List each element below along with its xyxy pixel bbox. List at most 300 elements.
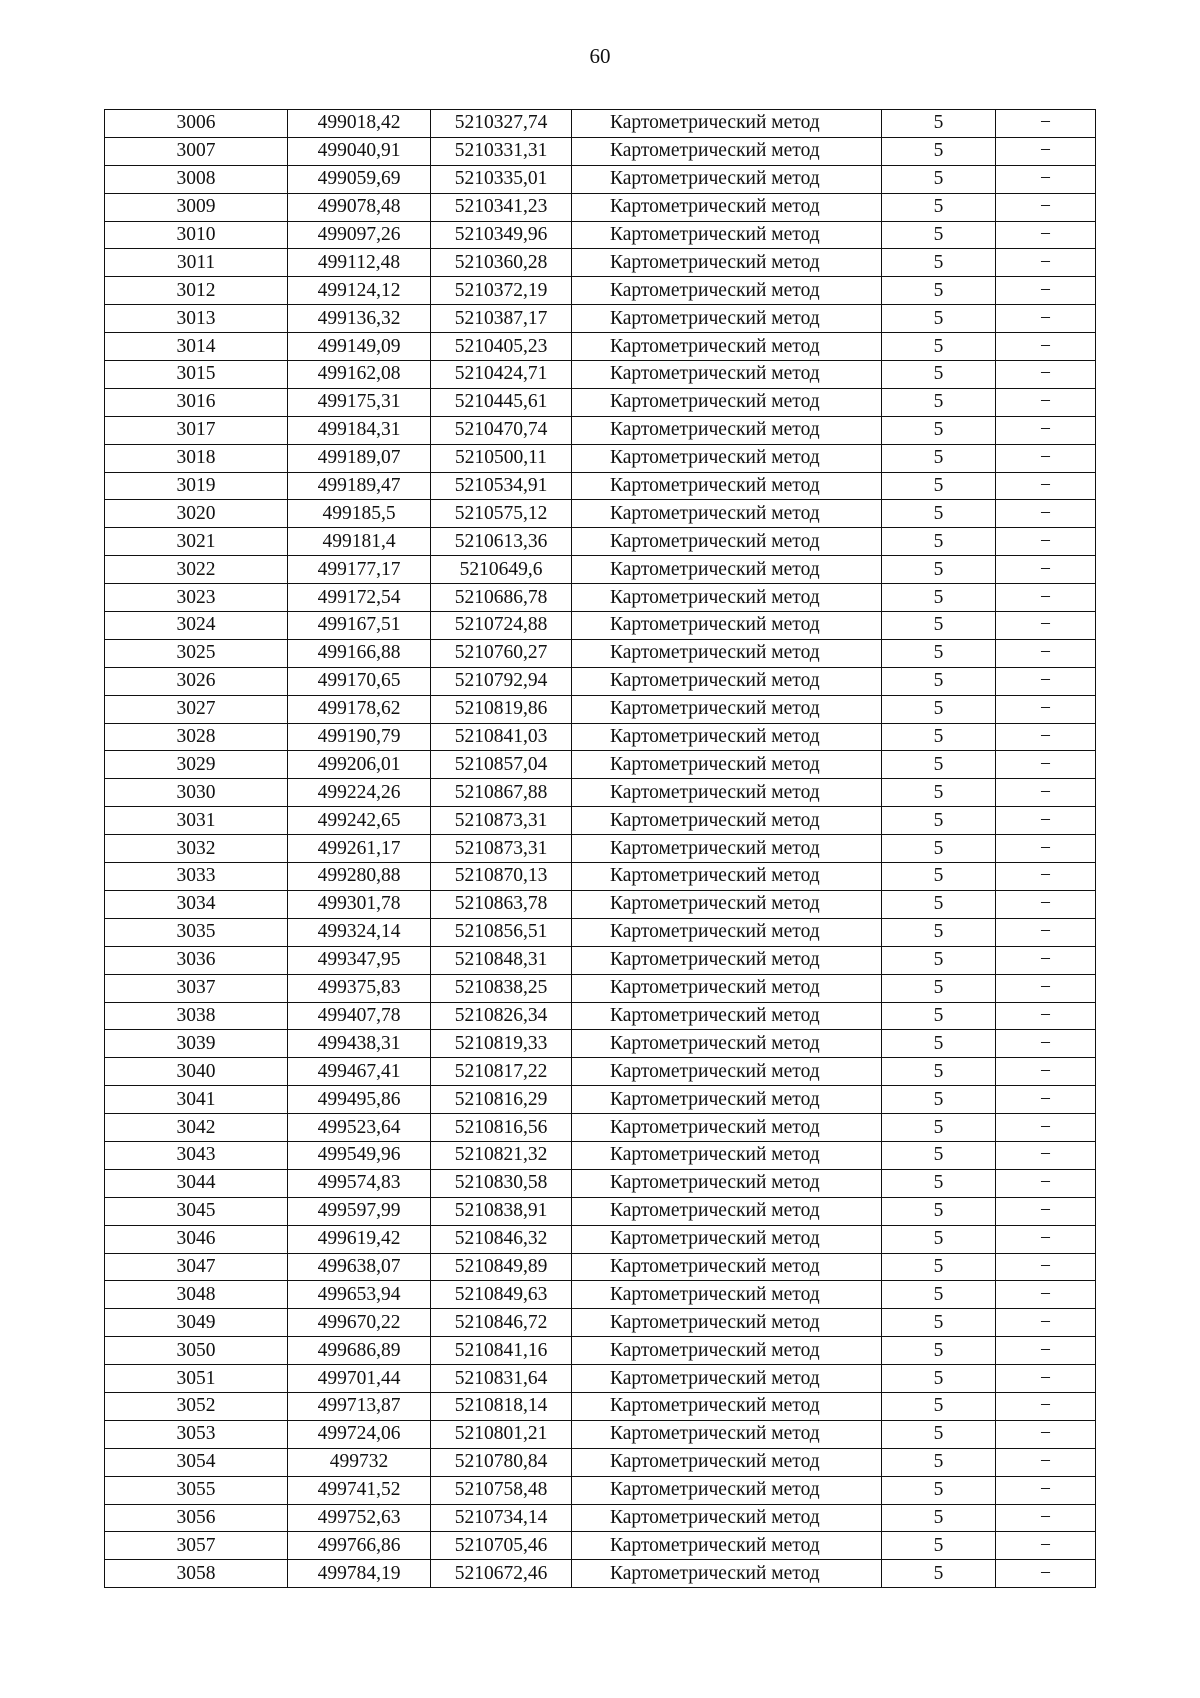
point-number-cell: 3020 xyxy=(105,500,288,528)
y-coordinate-cell: 5210724,88 xyxy=(431,612,572,640)
point-number-cell: 3015 xyxy=(105,361,288,389)
table-row xyxy=(105,1365,1096,1393)
x-coordinate-cell: 499172,54 xyxy=(288,584,431,612)
table-row xyxy=(105,723,1096,751)
x-coordinate-cell: 499018,42 xyxy=(288,110,431,138)
x-coordinate-cell: 499170,65 xyxy=(288,667,431,695)
point-number-cell: 3051 xyxy=(105,1365,288,1393)
table-row xyxy=(105,1058,1096,1086)
note-cell: − xyxy=(996,1030,1096,1058)
point-number-cell: 3032 xyxy=(105,835,288,863)
note-cell: − xyxy=(996,221,1096,249)
note-cell: − xyxy=(996,556,1096,584)
point-number-cell: 3009 xyxy=(105,193,288,221)
y-coordinate-cell: 5210705,46 xyxy=(431,1532,572,1560)
method-cell: Картометрический метод xyxy=(572,1197,882,1225)
table-row xyxy=(105,137,1096,165)
x-coordinate-cell: 499574,83 xyxy=(288,1169,431,1197)
table-row xyxy=(105,1281,1096,1309)
x-coordinate-cell: 499078,48 xyxy=(288,193,431,221)
method-cell: Картометрический метод xyxy=(572,1058,882,1086)
accuracy-cell: 5 xyxy=(882,1392,996,1420)
note-cell: − xyxy=(996,667,1096,695)
point-number-cell: 3037 xyxy=(105,974,288,1002)
note-cell: − xyxy=(996,639,1096,667)
accuracy-cell: 5 xyxy=(882,1114,996,1142)
x-coordinate-cell: 499185,5 xyxy=(288,500,431,528)
x-coordinate-cell: 499059,69 xyxy=(288,165,431,193)
point-number-cell: 3048 xyxy=(105,1281,288,1309)
table-row xyxy=(105,1392,1096,1420)
method-cell: Картометрический метод xyxy=(572,305,882,333)
table-row xyxy=(105,444,1096,472)
table-row xyxy=(105,835,1096,863)
accuracy-cell: 5 xyxy=(882,1169,996,1197)
note-cell: − xyxy=(996,863,1096,891)
x-coordinate-cell: 499097,26 xyxy=(288,221,431,249)
accuracy-cell: 5 xyxy=(882,612,996,640)
accuracy-cell: 5 xyxy=(882,1337,996,1365)
method-cell: Картометрический метод xyxy=(572,388,882,416)
accuracy-cell: 5 xyxy=(882,890,996,918)
y-coordinate-cell: 5210335,01 xyxy=(431,165,572,193)
note-cell: − xyxy=(996,1169,1096,1197)
point-number-cell: 3023 xyxy=(105,584,288,612)
point-number-cell: 3058 xyxy=(105,1560,288,1588)
table-row xyxy=(105,500,1096,528)
x-coordinate-cell: 499261,17 xyxy=(288,835,431,863)
x-coordinate-cell: 499166,88 xyxy=(288,639,431,667)
method-cell: Картометрический метод xyxy=(572,416,882,444)
accuracy-cell: 5 xyxy=(882,556,996,584)
note-cell: − xyxy=(996,807,1096,835)
point-number-cell: 3046 xyxy=(105,1225,288,1253)
accuracy-cell: 5 xyxy=(882,751,996,779)
note-cell: − xyxy=(996,1197,1096,1225)
note-cell: − xyxy=(996,1448,1096,1476)
method-cell: Картометрический метод xyxy=(572,779,882,807)
table-row xyxy=(105,165,1096,193)
accuracy-cell: 5 xyxy=(882,1253,996,1281)
table-row xyxy=(105,472,1096,500)
table-row xyxy=(105,193,1096,221)
note-cell: − xyxy=(996,137,1096,165)
method-cell: Картометрический метод xyxy=(572,918,882,946)
x-coordinate-cell: 499177,17 xyxy=(288,556,431,584)
method-cell: Картометрический метод xyxy=(572,110,882,138)
accuracy-cell: 5 xyxy=(882,500,996,528)
method-cell: Картометрический метод xyxy=(572,1392,882,1420)
y-coordinate-cell: 5210780,84 xyxy=(431,1448,572,1476)
table-row xyxy=(105,277,1096,305)
y-coordinate-cell: 5210819,33 xyxy=(431,1030,572,1058)
y-coordinate-cell: 5210867,88 xyxy=(431,779,572,807)
table-row xyxy=(105,1030,1096,1058)
accuracy-cell: 5 xyxy=(882,1225,996,1253)
point-number-cell: 3031 xyxy=(105,807,288,835)
point-number-cell: 3017 xyxy=(105,416,288,444)
table-row xyxy=(105,1420,1096,1448)
accuracy-cell: 5 xyxy=(882,1030,996,1058)
note-cell: − xyxy=(996,1309,1096,1337)
y-coordinate-cell: 5210816,56 xyxy=(431,1114,572,1142)
method-cell: Картометрический метод xyxy=(572,1086,882,1114)
x-coordinate-cell: 499280,88 xyxy=(288,863,431,891)
note-cell: − xyxy=(996,1337,1096,1365)
note-cell: − xyxy=(996,1253,1096,1281)
method-cell: Картометрический метод xyxy=(572,333,882,361)
point-number-cell: 3035 xyxy=(105,918,288,946)
table-row xyxy=(105,1225,1096,1253)
accuracy-cell: 5 xyxy=(882,137,996,165)
table-row xyxy=(105,974,1096,1002)
note-cell: − xyxy=(996,1281,1096,1309)
table-row xyxy=(105,918,1096,946)
accuracy-cell: 5 xyxy=(882,1448,996,1476)
accuracy-cell: 5 xyxy=(882,305,996,333)
note-cell: − xyxy=(996,1476,1096,1504)
method-cell: Картометрический метод xyxy=(572,695,882,723)
y-coordinate-cell: 5210817,22 xyxy=(431,1058,572,1086)
note-cell: − xyxy=(996,1086,1096,1114)
method-cell: Картометрический метод xyxy=(572,1309,882,1337)
note-cell: − xyxy=(996,612,1096,640)
table-row xyxy=(105,221,1096,249)
point-number-cell: 3050 xyxy=(105,1337,288,1365)
table-row xyxy=(105,1114,1096,1142)
accuracy-cell: 5 xyxy=(882,249,996,277)
point-number-cell: 3019 xyxy=(105,472,288,500)
y-coordinate-cell: 5210405,23 xyxy=(431,333,572,361)
note-cell: − xyxy=(996,165,1096,193)
point-number-cell: 3014 xyxy=(105,333,288,361)
method-cell: Картометрический метод xyxy=(572,584,882,612)
accuracy-cell: 5 xyxy=(882,1504,996,1532)
method-cell: Картометрический метод xyxy=(572,165,882,193)
method-cell: Картометрический метод xyxy=(572,137,882,165)
table-row xyxy=(105,1504,1096,1532)
method-cell: Картометрический метод xyxy=(572,444,882,472)
accuracy-cell: 5 xyxy=(882,584,996,612)
x-coordinate-cell: 499184,31 xyxy=(288,416,431,444)
note-cell: − xyxy=(996,1504,1096,1532)
point-number-cell: 3056 xyxy=(105,1504,288,1532)
y-coordinate-cell: 5210327,74 xyxy=(431,110,572,138)
point-number-cell: 3043 xyxy=(105,1141,288,1169)
accuracy-cell: 5 xyxy=(882,723,996,751)
accuracy-cell: 5 xyxy=(882,639,996,667)
table-row xyxy=(105,584,1096,612)
y-coordinate-cell: 5210575,12 xyxy=(431,500,572,528)
x-coordinate-cell: 499175,31 xyxy=(288,388,431,416)
method-cell: Картометрический метод xyxy=(572,1337,882,1365)
accuracy-cell: 5 xyxy=(882,1086,996,1114)
x-coordinate-cell: 499181,4 xyxy=(288,528,431,556)
y-coordinate-cell: 5210534,91 xyxy=(431,472,572,500)
method-cell: Картометрический метод xyxy=(572,472,882,500)
note-cell: − xyxy=(996,249,1096,277)
point-number-cell: 3044 xyxy=(105,1169,288,1197)
x-coordinate-cell: 499324,14 xyxy=(288,918,431,946)
table-row xyxy=(105,1141,1096,1169)
point-number-cell: 3026 xyxy=(105,667,288,695)
y-coordinate-cell: 5210470,74 xyxy=(431,416,572,444)
table-row xyxy=(105,1086,1096,1114)
note-cell: − xyxy=(996,110,1096,138)
method-cell: Картометрический метод xyxy=(572,1420,882,1448)
accuracy-cell: 5 xyxy=(882,1420,996,1448)
note-cell: − xyxy=(996,1141,1096,1169)
method-cell: Картометрический метод xyxy=(572,612,882,640)
x-coordinate-cell: 499495,86 xyxy=(288,1086,431,1114)
x-coordinate-cell: 499178,62 xyxy=(288,695,431,723)
table-row xyxy=(105,1309,1096,1337)
method-cell: Картометрический метод xyxy=(572,1281,882,1309)
point-number-cell: 3021 xyxy=(105,528,288,556)
table-row xyxy=(105,1532,1096,1560)
x-coordinate-cell: 499438,31 xyxy=(288,1030,431,1058)
method-cell: Картометрический метод xyxy=(572,361,882,389)
table-row xyxy=(105,863,1096,891)
method-cell: Картометрический метод xyxy=(572,1476,882,1504)
method-cell: Картометрический метод xyxy=(572,890,882,918)
y-coordinate-cell: 5210821,32 xyxy=(431,1141,572,1169)
note-cell: − xyxy=(996,1058,1096,1086)
y-coordinate-cell: 5210838,91 xyxy=(431,1197,572,1225)
accuracy-cell: 5 xyxy=(882,193,996,221)
y-coordinate-cell: 5210863,78 xyxy=(431,890,572,918)
method-cell: Картометрический метод xyxy=(572,1225,882,1253)
method-cell: Картометрический метод xyxy=(572,946,882,974)
point-number-cell: 3039 xyxy=(105,1030,288,1058)
x-coordinate-cell: 499189,47 xyxy=(288,472,431,500)
accuracy-cell: 5 xyxy=(882,528,996,556)
accuracy-cell: 5 xyxy=(882,361,996,389)
y-coordinate-cell: 5210873,31 xyxy=(431,807,572,835)
point-number-cell: 3022 xyxy=(105,556,288,584)
note-cell: − xyxy=(996,472,1096,500)
x-coordinate-cell: 499752,63 xyxy=(288,1504,431,1532)
y-coordinate-cell: 5210849,63 xyxy=(431,1281,572,1309)
point-number-cell: 3007 xyxy=(105,137,288,165)
note-cell: − xyxy=(996,1392,1096,1420)
x-coordinate-cell: 499713,87 xyxy=(288,1392,431,1420)
x-coordinate-cell: 499112,48 xyxy=(288,249,431,277)
y-coordinate-cell: 5210445,61 xyxy=(431,388,572,416)
note-cell: − xyxy=(996,361,1096,389)
point-number-cell: 3040 xyxy=(105,1058,288,1086)
note-cell: − xyxy=(996,723,1096,751)
point-number-cell: 3027 xyxy=(105,695,288,723)
accuracy-cell: 5 xyxy=(882,667,996,695)
method-cell: Картометрический метод xyxy=(572,528,882,556)
table-row xyxy=(105,333,1096,361)
x-coordinate-cell: 499167,51 xyxy=(288,612,431,640)
point-number-cell: 3028 xyxy=(105,723,288,751)
method-cell: Картометрический метод xyxy=(572,1532,882,1560)
point-number-cell: 3054 xyxy=(105,1448,288,1476)
accuracy-cell: 5 xyxy=(882,165,996,193)
table-row xyxy=(105,890,1096,918)
method-cell: Картометрический метод xyxy=(572,1253,882,1281)
x-coordinate-cell: 499347,95 xyxy=(288,946,431,974)
method-cell: Картометрический метод xyxy=(572,249,882,277)
table-row xyxy=(105,1448,1096,1476)
y-coordinate-cell: 5210841,03 xyxy=(431,723,572,751)
y-coordinate-cell: 5210734,14 xyxy=(431,1504,572,1532)
accuracy-cell: 5 xyxy=(882,1560,996,1588)
x-coordinate-cell: 499732 xyxy=(288,1448,431,1476)
y-coordinate-cell: 5210846,72 xyxy=(431,1309,572,1337)
point-number-cell: 3045 xyxy=(105,1197,288,1225)
note-cell: − xyxy=(996,500,1096,528)
note-cell: − xyxy=(996,333,1096,361)
x-coordinate-cell: 499724,06 xyxy=(288,1420,431,1448)
x-coordinate-cell: 499242,65 xyxy=(288,807,431,835)
method-cell: Картометрический метод xyxy=(572,751,882,779)
x-coordinate-cell: 499653,94 xyxy=(288,1281,431,1309)
note-cell: − xyxy=(996,1365,1096,1393)
note-cell: − xyxy=(996,1002,1096,1030)
accuracy-cell: 5 xyxy=(882,1476,996,1504)
x-coordinate-cell: 499638,07 xyxy=(288,1253,431,1281)
table-row xyxy=(105,779,1096,807)
table-row xyxy=(105,1337,1096,1365)
table-row xyxy=(105,305,1096,333)
y-coordinate-cell: 5210857,04 xyxy=(431,751,572,779)
point-number-cell: 3008 xyxy=(105,165,288,193)
note-cell: − xyxy=(996,444,1096,472)
accuracy-cell: 5 xyxy=(882,807,996,835)
x-coordinate-cell: 499301,78 xyxy=(288,890,431,918)
point-number-cell: 3018 xyxy=(105,444,288,472)
x-coordinate-cell: 499040,91 xyxy=(288,137,431,165)
y-coordinate-cell: 5210760,27 xyxy=(431,639,572,667)
x-coordinate-cell: 499784,19 xyxy=(288,1560,431,1588)
note-cell: − xyxy=(996,779,1096,807)
x-coordinate-cell: 499597,99 xyxy=(288,1197,431,1225)
y-coordinate-cell: 5210819,86 xyxy=(431,695,572,723)
note-cell: − xyxy=(996,1560,1096,1588)
y-coordinate-cell: 5210838,25 xyxy=(431,974,572,1002)
point-number-cell: 3006 xyxy=(105,110,288,138)
accuracy-cell: 5 xyxy=(882,835,996,863)
accuracy-cell: 5 xyxy=(882,333,996,361)
point-number-cell: 3036 xyxy=(105,946,288,974)
table-row xyxy=(105,695,1096,723)
accuracy-cell: 5 xyxy=(882,1197,996,1225)
method-cell: Картометрический метод xyxy=(572,1365,882,1393)
point-number-cell: 3052 xyxy=(105,1392,288,1420)
y-coordinate-cell: 5210818,14 xyxy=(431,1392,572,1420)
x-coordinate-cell: 499190,79 xyxy=(288,723,431,751)
method-cell: Картометрический метод xyxy=(572,639,882,667)
x-coordinate-cell: 499766,86 xyxy=(288,1532,431,1560)
method-cell: Картометрический метод xyxy=(572,863,882,891)
method-cell: Картометрический метод xyxy=(572,277,882,305)
note-cell: − xyxy=(996,388,1096,416)
x-coordinate-cell: 499670,22 xyxy=(288,1309,431,1337)
y-coordinate-cell: 5210424,71 xyxy=(431,361,572,389)
y-coordinate-cell: 5210349,96 xyxy=(431,221,572,249)
x-coordinate-cell: 499619,42 xyxy=(288,1225,431,1253)
table-row xyxy=(105,110,1096,138)
method-cell: Картометрический метод xyxy=(572,1504,882,1532)
note-cell: − xyxy=(996,695,1096,723)
accuracy-cell: 5 xyxy=(882,472,996,500)
y-coordinate-cell: 5210672,46 xyxy=(431,1560,572,1588)
method-cell: Картометрический метод xyxy=(572,556,882,584)
method-cell: Картометрический метод xyxy=(572,1560,882,1588)
table-row xyxy=(105,1560,1096,1588)
table-row xyxy=(105,751,1096,779)
table-row xyxy=(105,361,1096,389)
method-cell: Картометрический метод xyxy=(572,723,882,751)
y-coordinate-cell: 5210831,64 xyxy=(431,1365,572,1393)
accuracy-cell: 5 xyxy=(882,863,996,891)
point-number-cell: 3055 xyxy=(105,1476,288,1504)
accuracy-cell: 5 xyxy=(882,946,996,974)
accuracy-cell: 5 xyxy=(882,1281,996,1309)
accuracy-cell: 5 xyxy=(882,1002,996,1030)
y-coordinate-cell: 5210816,29 xyxy=(431,1086,572,1114)
accuracy-cell: 5 xyxy=(882,110,996,138)
method-cell: Картометрический метод xyxy=(572,1030,882,1058)
note-cell: − xyxy=(996,584,1096,612)
x-coordinate-cell: 499189,07 xyxy=(288,444,431,472)
y-coordinate-cell: 5210792,94 xyxy=(431,667,572,695)
note-cell: − xyxy=(996,974,1096,1002)
point-number-cell: 3042 xyxy=(105,1114,288,1142)
note-cell: − xyxy=(996,277,1096,305)
accuracy-cell: 5 xyxy=(882,221,996,249)
table-row xyxy=(105,639,1096,667)
x-coordinate-cell: 499701,44 xyxy=(288,1365,431,1393)
y-coordinate-cell: 5210830,58 xyxy=(431,1169,572,1197)
table-row xyxy=(105,556,1096,584)
y-coordinate-cell: 5210849,89 xyxy=(431,1253,572,1281)
note-cell: − xyxy=(996,946,1096,974)
table-row xyxy=(105,416,1096,444)
table-row xyxy=(105,1169,1096,1197)
y-coordinate-cell: 5210870,13 xyxy=(431,863,572,891)
y-coordinate-cell: 5210331,31 xyxy=(431,137,572,165)
method-cell: Картометрический метод xyxy=(572,1002,882,1030)
y-coordinate-cell: 5210341,23 xyxy=(431,193,572,221)
method-cell: Картометрический метод xyxy=(572,500,882,528)
point-number-cell: 3033 xyxy=(105,863,288,891)
y-coordinate-cell: 5210500,11 xyxy=(431,444,572,472)
point-number-cell: 3053 xyxy=(105,1420,288,1448)
table-row xyxy=(105,667,1096,695)
note-cell: − xyxy=(996,528,1096,556)
table-row xyxy=(105,1476,1096,1504)
x-coordinate-cell: 499523,64 xyxy=(288,1114,431,1142)
accuracy-cell: 5 xyxy=(882,1141,996,1169)
accuracy-cell: 5 xyxy=(882,1532,996,1560)
x-coordinate-cell: 499686,89 xyxy=(288,1337,431,1365)
y-coordinate-cell: 5210649,6 xyxy=(431,556,572,584)
x-coordinate-cell: 499549,96 xyxy=(288,1141,431,1169)
note-cell: − xyxy=(996,751,1096,779)
y-coordinate-cell: 5210826,34 xyxy=(431,1002,572,1030)
point-number-cell: 3024 xyxy=(105,612,288,640)
x-coordinate-cell: 499224,26 xyxy=(288,779,431,807)
point-number-cell: 3016 xyxy=(105,388,288,416)
method-cell: Картометрический метод xyxy=(572,974,882,1002)
y-coordinate-cell: 5210846,32 xyxy=(431,1225,572,1253)
x-coordinate-cell: 499407,78 xyxy=(288,1002,431,1030)
